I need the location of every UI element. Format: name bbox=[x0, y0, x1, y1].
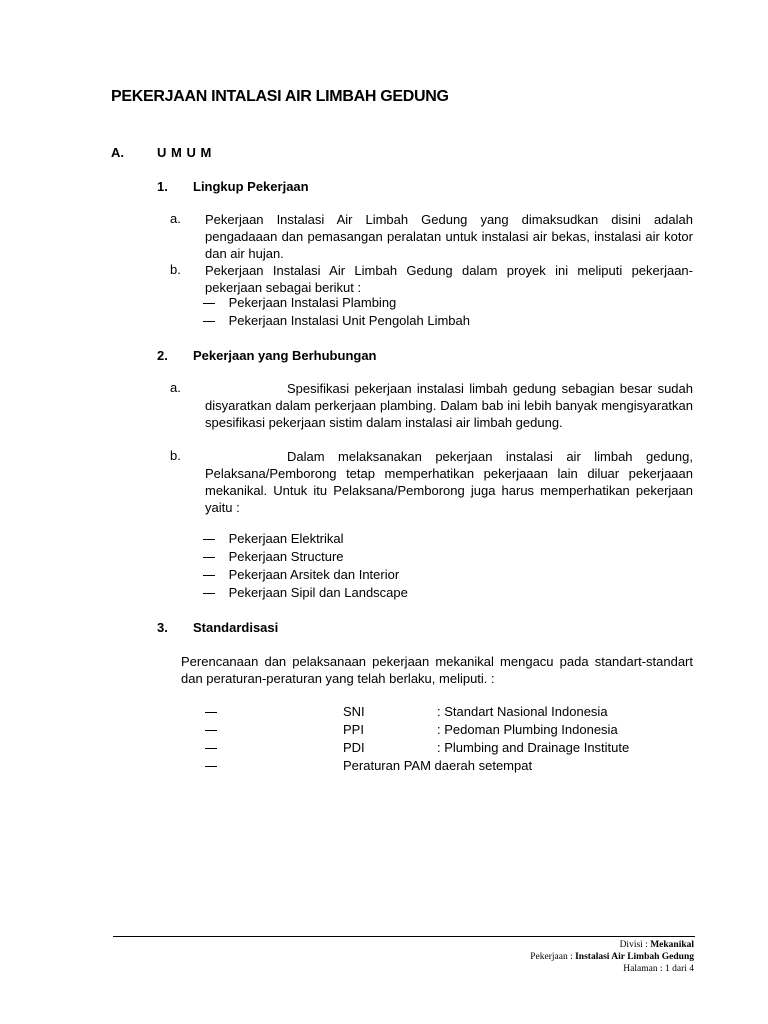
s2-b-label: b. bbox=[170, 448, 181, 463]
dash-bullet bbox=[205, 730, 217, 732]
footer-halaman: Halaman : 1 dari 4 bbox=[623, 964, 694, 974]
list-item bbox=[203, 294, 396, 312]
standard-code: Peraturan PAM daerah setempat bbox=[343, 758, 533, 773]
dash-bullet bbox=[205, 712, 217, 714]
standard-code: PPI bbox=[343, 722, 364, 737]
list-item-text: Pekerjaan Instalasi Plambing bbox=[228, 295, 397, 310]
dash-bullet bbox=[203, 321, 215, 323]
s3-text: Perencanaan dan pelaksanaan pekerjaan mekanikal mengacu pada standart-standart dan peraturan-peraturan yang telah berlaku, meliputi. : bbox=[181, 654, 693, 686]
s2-heading: Pekerjaan yang Berhubungan bbox=[193, 348, 377, 363]
standard-row bbox=[205, 703, 217, 721]
list-item-text: Pekerjaan Structure bbox=[228, 549, 344, 564]
list-item bbox=[203, 312, 470, 330]
s1-a-label: a. bbox=[170, 211, 181, 226]
dash-bullet bbox=[205, 748, 217, 750]
dash-bullet bbox=[203, 575, 215, 577]
dash-bullet bbox=[203, 557, 215, 559]
s2-b-text: Dalam melaksanakan pekerjaan instalasi air limbah gedung, Pelaksana/Pemborong tetap memperhatikan pekerjaaan lain diluar pekerjaaan mekanikal. Untuk itu Pelaksana/Pemborong juga harus memperhatikan pekerjaan yaitu : bbox=[205, 449, 693, 515]
standard-row bbox=[205, 739, 217, 757]
standard-row bbox=[205, 757, 217, 775]
footer-pekerjaan-value: Instalasi Air Limbah Gedung bbox=[575, 952, 694, 962]
standard-code: SNI bbox=[343, 704, 365, 719]
dash-bullet bbox=[203, 539, 215, 541]
s2-number: 2. bbox=[157, 348, 168, 363]
footer-divisi-label: Divisi : bbox=[619, 940, 651, 950]
section-a-heading: U M U M bbox=[157, 145, 212, 160]
standard-desc: : Pedoman Plumbing Indonesia bbox=[437, 722, 618, 737]
dash-bullet bbox=[203, 593, 215, 595]
s1-number: 1. bbox=[157, 179, 168, 194]
footer-pekerjaan-label: Pekerjaan : bbox=[530, 952, 576, 962]
footer-pekerjaan bbox=[530, 951, 694, 963]
list-item bbox=[203, 566, 399, 584]
dash-bullet bbox=[205, 766, 217, 768]
s3-heading: Standardisasi bbox=[193, 620, 279, 635]
list-item bbox=[203, 530, 344, 548]
list-item-text: Pekerjaan Instalasi Unit Pengolah Limbah bbox=[228, 313, 470, 328]
s2-a-text: Spesifikasi pekerjaan instalasi limbah gedung sebagian besar sudah disyaratkan dalam perkerjaan plambing. Dalam bab ini lebih banyak mengisyaratkan spesifikasi pekerjaan sistim dalam instalasi air limbah gedung. bbox=[205, 381, 693, 430]
s3-number: 3. bbox=[157, 620, 168, 635]
s1-a-text: Pekerjaan Instalasi Air Limbah Gedung yang dimaksudkan disini adalah pengadaaan dan pemasangan peralatan untuk instalasi air bekas, instalasi air kotor dan air hujan. bbox=[205, 212, 693, 261]
standard-code: PDI bbox=[343, 740, 365, 755]
footer-divisi-value: Mekanikal bbox=[650, 940, 694, 950]
list-item-text: Pekerjaan Elektrikal bbox=[228, 531, 344, 546]
list-item-text: Pekerjaan Arsitek dan Interior bbox=[228, 567, 400, 582]
s1-b-label: b. bbox=[170, 262, 181, 277]
list-item-text: Pekerjaan Sipil dan Landscape bbox=[228, 585, 408, 600]
s2-a-label: a. bbox=[170, 380, 181, 395]
footer-rule bbox=[113, 936, 695, 937]
s1-heading: Lingkup Pekerjaan bbox=[193, 179, 309, 194]
footer-divisi bbox=[620, 939, 694, 951]
standard-row bbox=[205, 721, 217, 739]
document-title: PEKERJAAN INTALASI AIR LIMBAH GEDUNG bbox=[111, 88, 449, 105]
standard-desc: : Plumbing and Drainage Institute bbox=[437, 740, 630, 755]
list-item bbox=[203, 584, 408, 602]
standard-desc: : Standart Nasional Indonesia bbox=[437, 704, 608, 719]
section-a-letter: A. bbox=[111, 145, 124, 160]
list-item bbox=[203, 548, 344, 566]
dash-bullet bbox=[203, 303, 215, 305]
s1-b-text: Pekerjaan Instalasi Air Limbah Gedung dalam proyek ini meliputi pekerjaan-pekerjaan sebagai berikut : bbox=[205, 263, 693, 295]
